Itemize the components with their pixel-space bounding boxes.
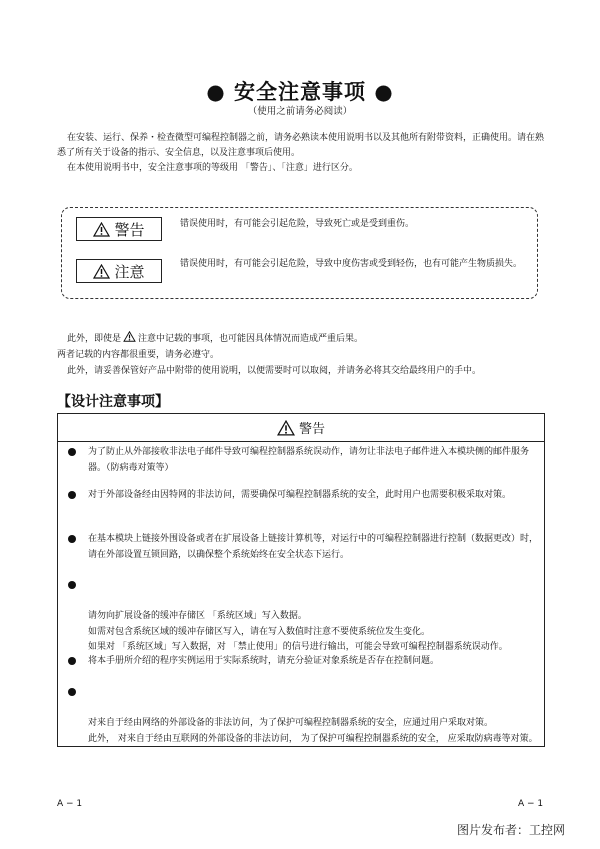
black-circle-icon: ● (374, 80, 394, 104)
warning-triangle-icon (93, 222, 110, 237)
design-box-header (58, 414, 544, 442)
caution-level-label (76, 259, 162, 283)
black-dot-icon (68, 448, 76, 456)
page-subtitle: （使用之前请务必阅读） (247, 106, 353, 117)
watermark: 图片发布者：工控网 (457, 823, 566, 837)
black-dot-icon (68, 688, 76, 696)
list-item (68, 445, 538, 476)
list-item (68, 488, 538, 504)
black-circle-icon: ● (206, 80, 226, 104)
page-title: 安全注意事项 (234, 80, 366, 104)
design-warning-box (57, 413, 545, 747)
after-line-1-prefix: 此外，即使是 (67, 334, 122, 344)
intro-text (57, 131, 547, 176)
warning-level-label (76, 217, 162, 241)
list-item-text: 对于外部设备经由因特网的非法访问，需要确保可编程控制器系统的安全，此时用户也需要积极采取对策。 (88, 490, 512, 500)
warning-triangle-icon (93, 264, 110, 279)
warning-level-description: 错误使用时，有可能会引起危险，导致死亡或是受到重伤。 (180, 219, 415, 229)
page-title-row (0, 76, 600, 106)
black-dot-icon (68, 491, 76, 499)
after-line-1-suffix: 注意中记载的事项，也可能因具体情况而造成严重后果。 (138, 334, 364, 344)
intro-paragraph: 在安装、运行、保养・检查微型可编程控制器之前，请务必熟读本使用说明书以及其他所有附带资料，正确使用。请在熟悉了所有关于设备的指示、安全信息，以及注意事项后使用。 (57, 133, 545, 158)
list-item (68, 532, 538, 563)
section-heading: 【设计注意事项】 (57, 394, 169, 410)
list-item (68, 685, 538, 763)
list-item-text: 将本手册所介绍的程序实例运用于实际系统时，请充分验证对象系统是否存在控制问题。 (88, 656, 440, 666)
list-item-text: 为了防止从外部接收非法电子邮件导致可编程控制器系统误动作，请勿让非法电子邮件进入本模块侧的邮件服务器。（防病毒对策等） (88, 447, 530, 473)
caution-label-text: 注意 (114, 262, 145, 281)
warning-triangle-icon (123, 331, 136, 342)
after-line-1 (57, 331, 557, 347)
after-line-2: 两者记载的内容都很重要，请务必遵守。 (57, 350, 220, 360)
list-item-text: 对来自于经由网络的外部设备的非法访问，为了保护可编程控制器系统的安全，应通过用户采取对策。 此外， 对来自于经由互联网的外部设备的非法访问， 为了保护可编程控制器系统的安全， 应采取防病毒等对策。 (88, 718, 538, 744)
after-box-text (57, 331, 557, 379)
design-box-title: 警告 (298, 422, 325, 437)
caution-level-description: 错误使用时，有可能会引起危险，导致中度伤害或受到轻伤，也有可能产生物质损失。 (180, 259, 523, 269)
warning-triangle-icon (277, 420, 295, 436)
after-line-3: 此外，请妥善保管好产品中附带的使用说明，以便需要时可以取阅，并请务必将其交给最终用户的手中。 (67, 366, 482, 376)
black-dot-icon (68, 535, 76, 543)
black-dot-icon (68, 657, 76, 665)
level-legend-box (61, 207, 538, 299)
list-item-text: 在基本模块上链接外围设备或者在扩展设备上链接计算机等，对运行中的可编程控制器进行控制（数据更改）时，请在外部设置互锁回路，以确保整个系统始终在安全状态下运行。 (88, 534, 539, 560)
black-dot-icon (68, 581, 76, 589)
page-number-left: A − 1 (57, 799, 83, 809)
intro-paragraph: 在本使用说明书中，安全注意事项的等级用 「警告」、「注意」进行区分。 (67, 163, 358, 173)
list-item-text: 请勿向扩展设备的缓冲存储区 「系统区域」写入数据。 如需对包含系统区域的缓冲存储区写入，请在写入数值时注意不要使系统位发生变化。 如果对 「系统区域」写入数据，对 「禁止使用」的信号进行输出，可能会导致可编程控制器系统误动作。 (88, 611, 508, 652)
list-item (68, 654, 538, 670)
page-number-right: A − 1 (518, 799, 544, 809)
warning-label-text: 警告 (114, 220, 145, 239)
